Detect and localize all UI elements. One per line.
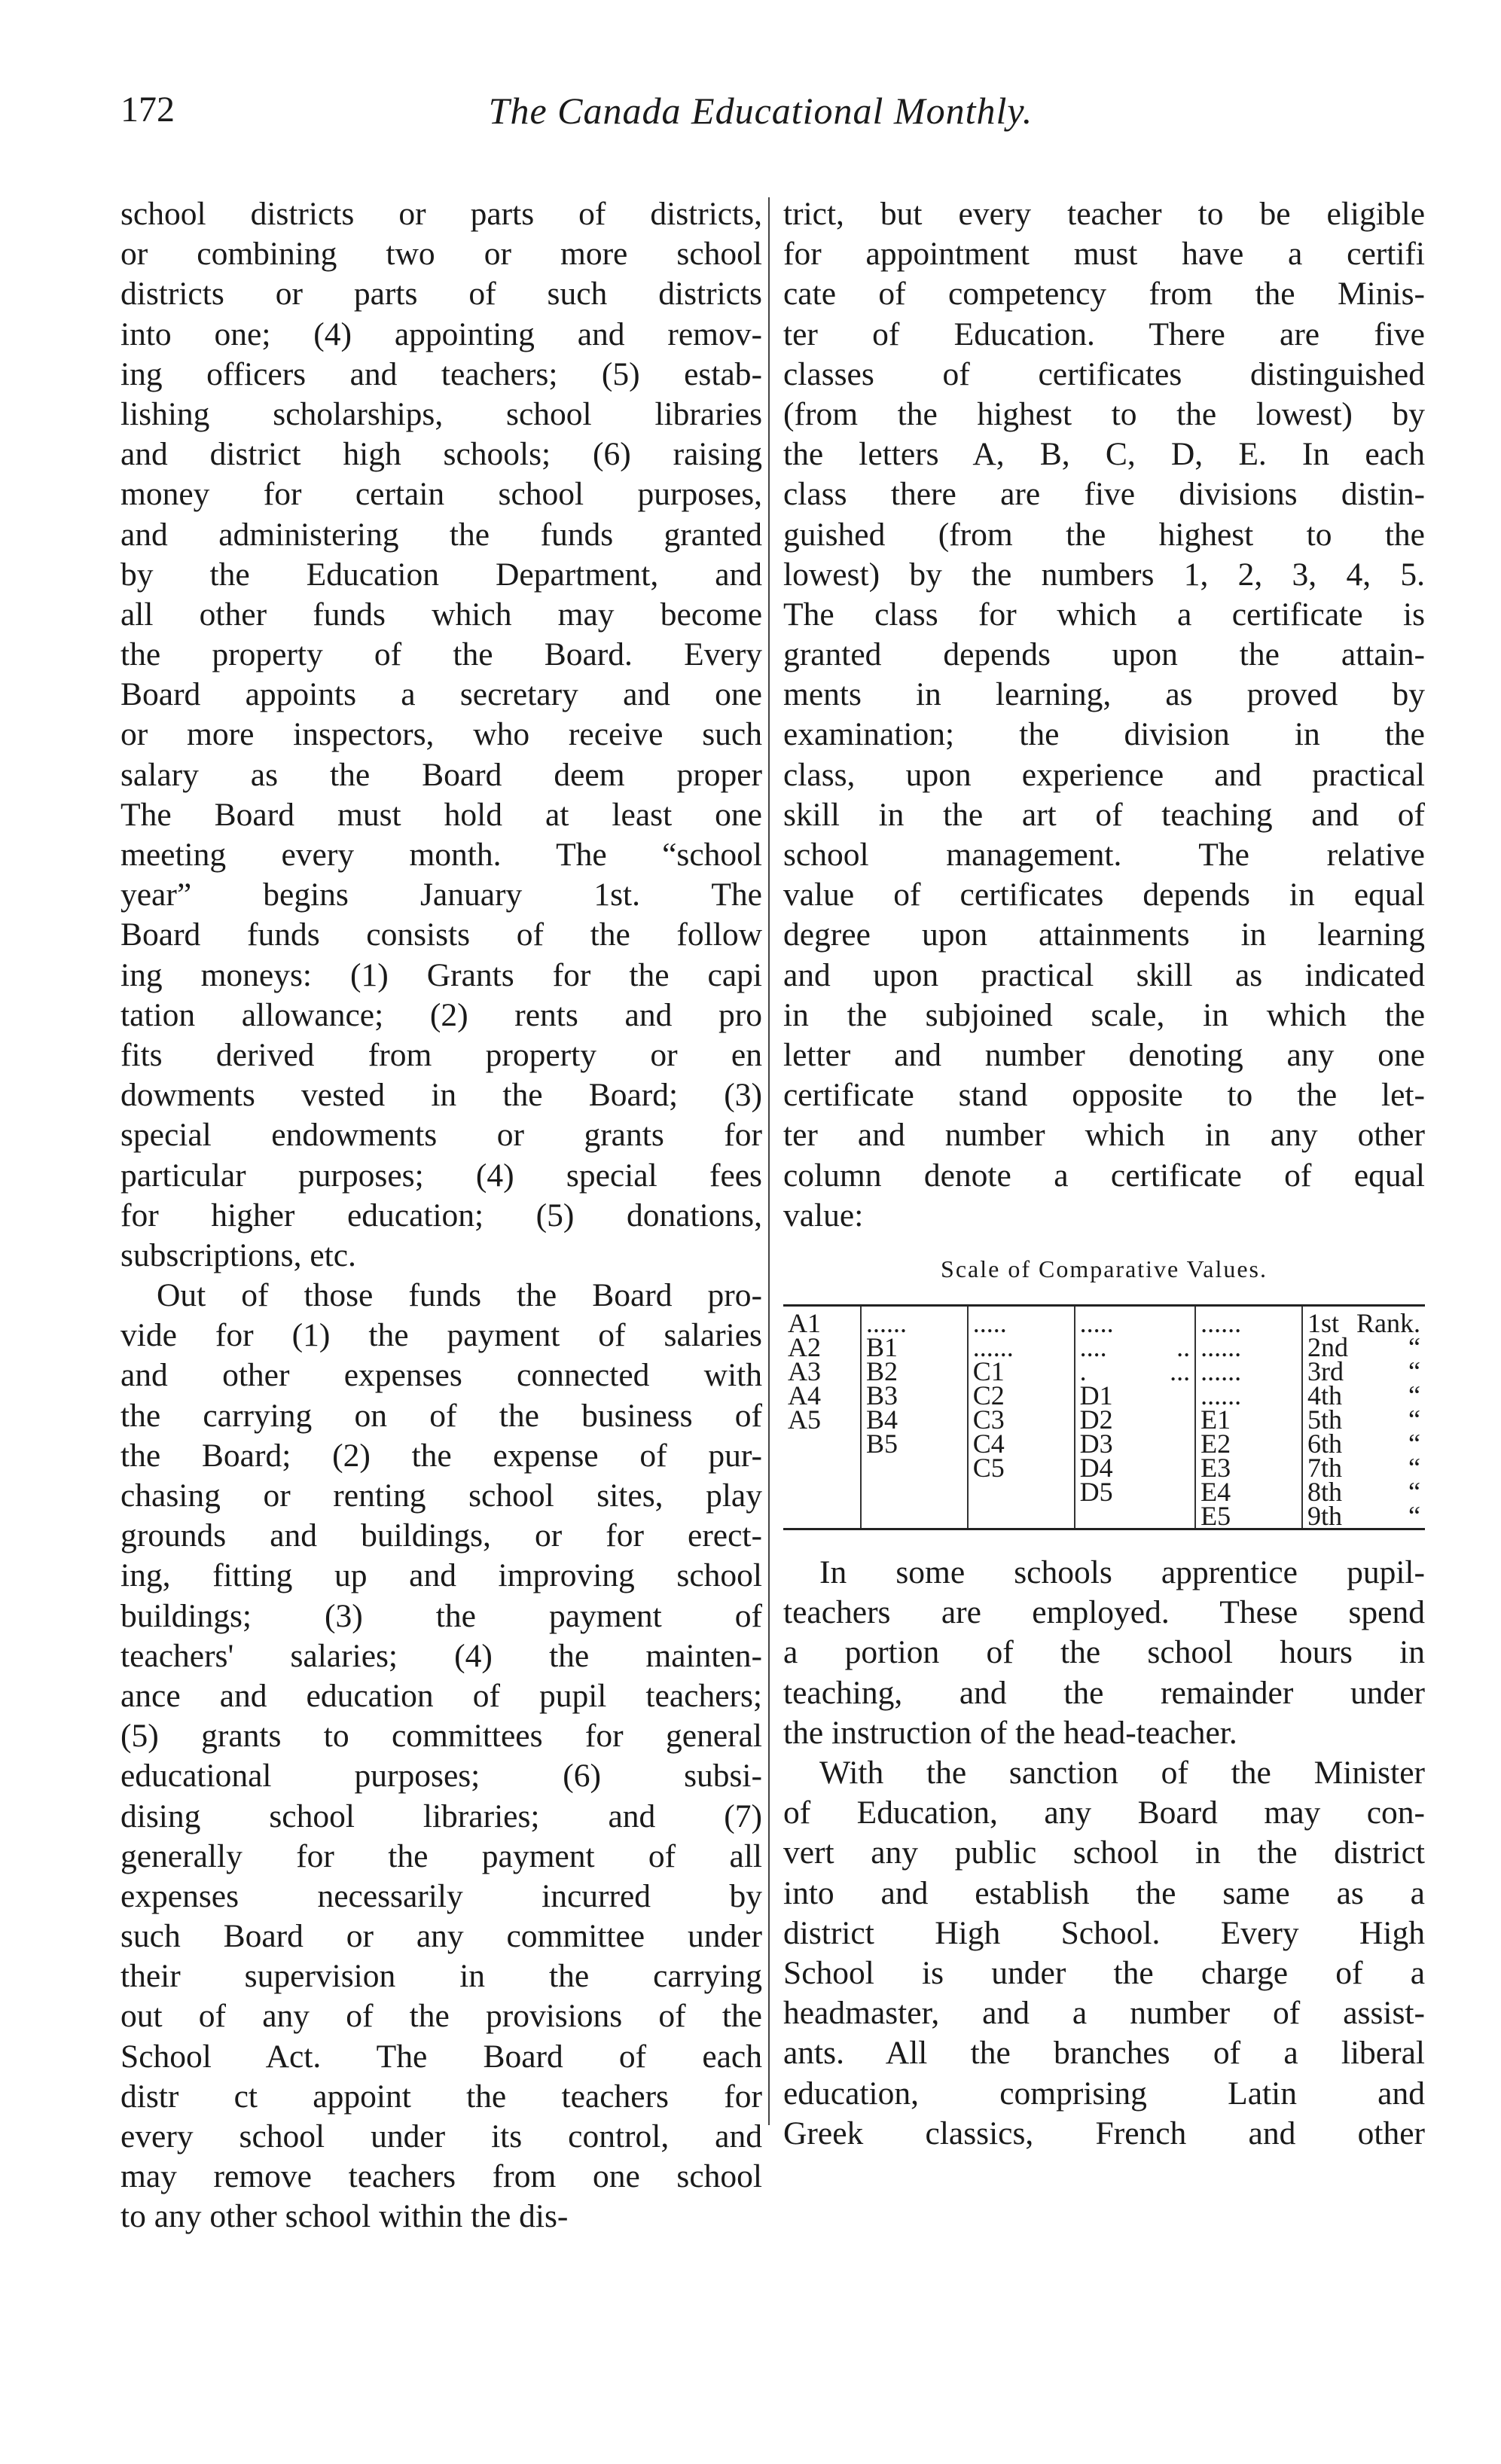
table-cell [973, 1504, 1069, 1528]
table-cell: 7th “ [1307, 1453, 1420, 1484]
table-cell: 6th “ [1307, 1429, 1420, 1459]
page-header [121, 89, 1401, 149]
table-cell: 1st Rank. [1307, 1308, 1420, 1339]
table-cell: ..... [1079, 1308, 1114, 1339]
table-cell: ...... [1200, 1332, 1242, 1363]
text-line: the property of the Board. Every [121, 636, 762, 673]
text-line: and upon practical skill as indicated [783, 956, 1425, 993]
table-cell: D4 [1079, 1453, 1113, 1484]
text-line: trict, but every teacher to be eligible [783, 196, 1425, 232]
text-line: out of any of the provisions of the [121, 1998, 762, 2035]
text-line: With the sanction of the Minister [819, 1755, 1425, 1792]
text-line: ments in learning, as proved by [783, 676, 1425, 713]
text-line: teachers are employed. These spend [783, 1594, 1425, 1631]
text-line: School is under the charge of a [783, 1954, 1425, 1991]
table-cell: A1 [788, 1308, 821, 1339]
text-line: class there are five divisions distin- [783, 476, 1425, 513]
text-line: (5) grants to committees for general [121, 1718, 762, 1755]
table-cell [1080, 1504, 1191, 1528]
table-cell: ...... [1200, 1356, 1242, 1387]
text-line: all other funds which may become [121, 596, 762, 633]
table-cell [788, 1480, 856, 1504]
table-cell: D1 [1079, 1380, 1113, 1411]
table-title: Scale of Comparative Values. [941, 1255, 1268, 1282]
table-cell [866, 1456, 963, 1480]
text-line: vide for (1) the payment of salaries [121, 1317, 762, 1354]
text-line: lishing scholarships, school libraries [121, 395, 762, 432]
text-line: dowments vested in the Board; (3) [121, 1077, 762, 1114]
table-cell: E3 [1200, 1453, 1231, 1484]
table-cell: B3 [866, 1380, 898, 1411]
text-line: skill in the art of teaching and of [783, 796, 1425, 833]
text-line: education, comprising Latin and [783, 2075, 1425, 2112]
text-line: meeting every month. The “school [121, 837, 762, 873]
text-line: salary as the Board deem proper [121, 756, 762, 793]
text-line: School Act. The Board of each [121, 2038, 762, 2075]
text-line: Greek classics, French and other [783, 2115, 1425, 2151]
text-line: value of certificates depends in equal [783, 877, 1425, 913]
text-line: distr ct appoint the teachers for [121, 2078, 762, 2115]
table-cell: C1 [972, 1356, 1005, 1387]
text-line: certificate stand opposite to the let- [783, 1077, 1425, 1114]
table-cell: 3rd “ [1307, 1356, 1420, 1387]
text-line: and district high schools; (6) raising [121, 436, 762, 473]
text-line: headmaster, and a number of assist- [783, 1995, 1425, 2032]
table-cell: 8th “ [1307, 1477, 1420, 1508]
table-cell [788, 1432, 856, 1456]
text-line: may remove teachers from one school [121, 2158, 762, 2195]
text-line: into one; (4) appointing and remov- [121, 316, 762, 352]
right-column-text-bottom [783, 1553, 1425, 2154]
table-cell: E4 [1200, 1477, 1231, 1508]
text-line: or more inspectors, who receive such [121, 716, 762, 753]
text-line: Out of those funds the Board pro- [157, 1277, 762, 1314]
text-line: for higher education; (5) donations, [121, 1197, 762, 1234]
table-cell: A4 [788, 1380, 821, 1411]
table-cell: D5 [1079, 1477, 1113, 1508]
table-cell: A2 [788, 1332, 821, 1363]
text-line: ance and education of pupil teachers; [121, 1677, 762, 1714]
text-line: by the Education Department, and [121, 556, 762, 593]
text-line: ter and number which in any other [783, 1117, 1425, 1154]
text-line: chasing or renting school sites, play [121, 1477, 762, 1514]
table-cell: C4 [972, 1429, 1005, 1459]
text-line: guished (from the highest to the [783, 516, 1425, 553]
text-line: dising school libraries; and (7) [121, 1798, 762, 1834]
table-cell: B2 [866, 1356, 898, 1387]
column-divider [768, 197, 770, 2125]
text-line: such Board or any committee under [121, 1918, 762, 1955]
table-cell: B1 [866, 1332, 898, 1363]
text-line: teachers' salaries; (4) the mainten- [121, 1637, 762, 1674]
text-line: their supervision in the carrying [121, 1958, 762, 1995]
text-line: particular purposes; (4) special fees [121, 1157, 762, 1194]
table-cell: 4th “ [1307, 1380, 1420, 1411]
table-cell: ...... [866, 1308, 907, 1339]
table-cell: ..... [972, 1308, 1007, 1339]
page-number: 172 [121, 90, 175, 130]
text-line: vert any public school in the district [783, 1834, 1425, 1871]
text-line: and administering the funds granted [121, 516, 762, 553]
text-line: buildings; (3) the payment of [121, 1597, 762, 1634]
text-line: the Board; (2) the expense of pur- [121, 1437, 762, 1474]
text-line: tation allowance; (2) rents and pro [121, 996, 762, 1033]
text-line: and other expenses connected with [121, 1357, 762, 1394]
table-column [1302, 1306, 1425, 1532]
text-line: ing, fitting up and improving school [121, 1557, 762, 1594]
table-column [1195, 1306, 1302, 1532]
table-column [968, 1306, 1075, 1529]
text-line: lowest) by the numbers 1, 2, 3, 4, 5. [783, 556, 1425, 593]
table-cell: ...... [1200, 1380, 1242, 1411]
text-line: in the subjoined scale, in which the [783, 996, 1425, 1033]
text-line: into and establish the same as a [783, 1874, 1425, 1911]
text-line: district High School. Every High [783, 1914, 1425, 1951]
text-line: column denote a certificate of equal [783, 1157, 1425, 1194]
table-cell: A5 [788, 1404, 821, 1435]
left-column [121, 194, 762, 2237]
text-line: In some schools apprentice pupil- [819, 1554, 1425, 1591]
table-cell: ...... [1200, 1308, 1242, 1339]
text-line: expenses necessarily incurred by [121, 1877, 762, 1914]
text-line: (from the highest to the lowest) by [783, 395, 1425, 432]
text-line: cate of competency from the Minis- [783, 276, 1425, 313]
text-line: educational purposes; (6) subsi- [121, 1758, 762, 1795]
text-line: for appointment must have a certifi [783, 236, 1425, 273]
text-line: the instruction of the head-teacher. [783, 1714, 1237, 1751]
table-cell: A3 [788, 1356, 821, 1387]
text-line: school management. The relative [783, 837, 1425, 873]
text-line: Board appoints a secretary and one [121, 676, 762, 713]
table-cell [866, 1504, 963, 1528]
table-cell [866, 1480, 963, 1504]
right-column [783, 194, 1425, 2154]
text-line: ter of Education. There are five [783, 316, 1425, 352]
text-line: a portion of the school hours in [783, 1634, 1425, 1671]
text-line: letter and number denoting any one [783, 1036, 1425, 1073]
table-cell: ...... [972, 1332, 1014, 1363]
text-line: or combining two or more school [121, 236, 762, 273]
text-line: fits derived from property or en [121, 1036, 762, 1073]
text-line: examination; the division in the [783, 716, 1425, 753]
text-line: year” begins January 1st. The [121, 877, 762, 913]
text-line: to any other school within the dis- [121, 2198, 569, 2235]
table-cell: D2 [1079, 1404, 1113, 1435]
text-line: every school under its control, and [121, 2118, 762, 2154]
text-line: ants. All the branches of a liberal [783, 2035, 1425, 2072]
text-line: class, upon experience and practical [783, 756, 1425, 793]
text-line: ing moneys: (1) Grants for the capi [121, 956, 762, 993]
text-line: The Board must hold at least one [121, 796, 762, 833]
table-column [783, 1306, 861, 1529]
table-cell [788, 1504, 856, 1528]
right-column-text-top [783, 194, 1425, 1236]
text-line: grounds and buildings, or for erect- [121, 1517, 762, 1554]
table-cell: E5 [1200, 1501, 1231, 1532]
text-line: districts or parts of such districts [121, 276, 762, 313]
table-cell: E2 [1200, 1429, 1231, 1459]
text-line: degree upon attainments in learning [783, 916, 1425, 953]
text-line: Board funds consists of the follow [121, 916, 762, 953]
text-line: classes of certificates distinguished [783, 355, 1425, 392]
table-cell: 5th “ [1307, 1404, 1420, 1435]
text-line: ing officers and teachers; (5) estab- [121, 355, 762, 392]
table-cell: B4 [866, 1404, 898, 1435]
text-line: of Education, any Board may con- [783, 1795, 1425, 1831]
table-column [1075, 1306, 1196, 1529]
text-line: the letters A, B, C, D, E. In each [783, 436, 1425, 473]
table-cell: .... .. [1079, 1332, 1191, 1363]
text-line: special endowments or grants for [121, 1117, 762, 1154]
text-line: The class for which a certificate is [783, 596, 1425, 633]
table-cell [788, 1456, 856, 1480]
table-cell: E1 [1200, 1404, 1231, 1435]
table-cell: 9th “ [1307, 1501, 1420, 1532]
table-cell: B5 [866, 1429, 898, 1459]
text-line: generally for the payment of all [121, 1837, 762, 1874]
table-cell [973, 1480, 1069, 1504]
table-cell: D3 [1079, 1429, 1113, 1459]
table-cell: C2 [972, 1380, 1005, 1411]
comparative-values-table [783, 1304, 1425, 1530]
table-row [783, 1306, 1425, 1529]
text-line: subscriptions, etc. [121, 1237, 356, 1273]
running-title: The Canada Educational Monthly. [488, 90, 1033, 132]
text-line: teaching, and the remainder under [783, 1674, 1425, 1711]
table-cell: . ... [1079, 1356, 1191, 1387]
text-line: money for certain school purposes, [121, 476, 762, 513]
table-cell: C3 [972, 1404, 1005, 1435]
table-column [861, 1306, 968, 1529]
table-cell: 2nd “ [1307, 1332, 1420, 1363]
text-line: school districts or parts of districts, [121, 196, 762, 232]
table-cell: C5 [972, 1453, 1005, 1484]
text-line: the carrying on of the business of [121, 1397, 762, 1434]
text-line: granted depends upon the attain- [783, 636, 1425, 673]
text-line: value: [783, 1197, 864, 1234]
